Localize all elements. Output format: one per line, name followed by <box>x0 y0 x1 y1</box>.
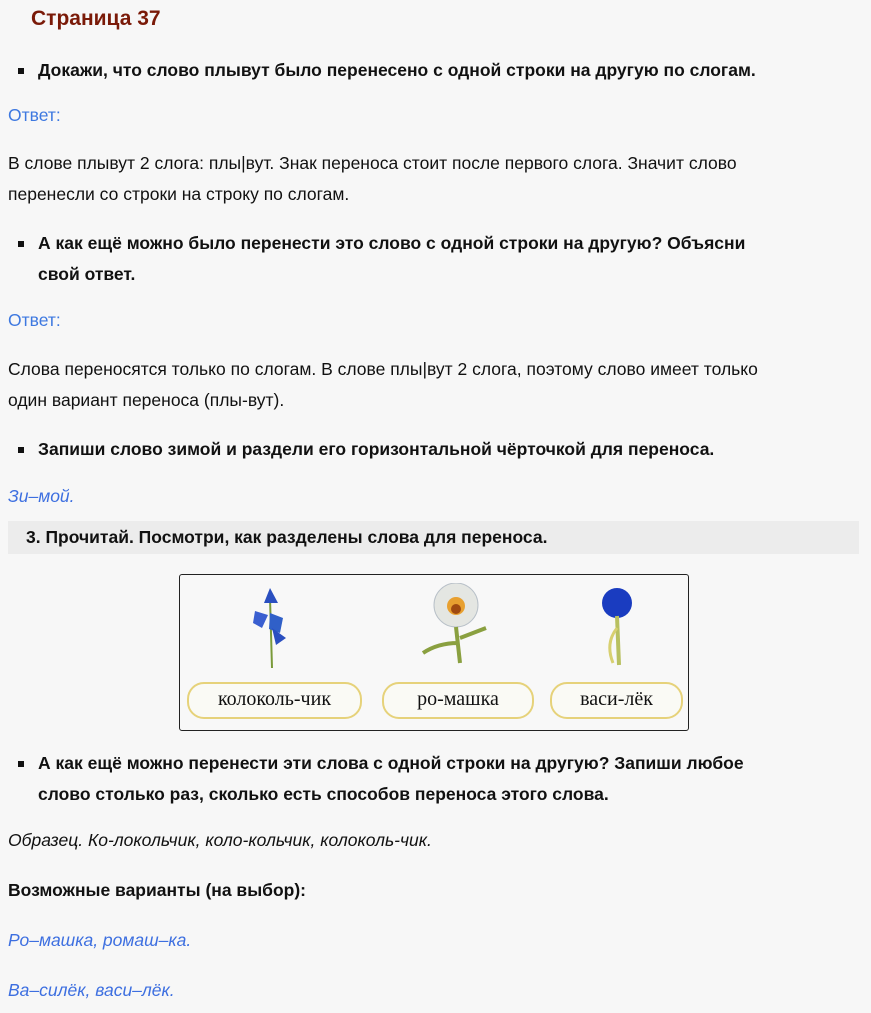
bullet-icon <box>18 68 24 74</box>
section-header <box>8 521 859 554</box>
bullet-icon <box>18 761 24 767</box>
word-card: васи-лёк <box>550 682 683 719</box>
sample-text: Образец. Ко-локольчик, коло-кольчик, колоколь-чик. <box>8 830 432 850</box>
chamomile-icon <box>418 583 488 668</box>
question-text: свой ответ. <box>38 264 136 284</box>
question-text: Запиши слово зимой и раздели его горизонтальной чёрточкой для переноса. <box>38 439 715 459</box>
answer-line: В слове плывут 2 слога: плы|вут. Знак переноса стоит после первого слога. Значит слово <box>8 153 737 173</box>
answer-line: Слова переносятся только по слогам. В слове плы|вут 2 слога, поэтому слово имеет только <box>8 359 758 379</box>
answer-line: перенесли со строки на строку по слогам. <box>8 184 350 204</box>
answer-2 <box>8 354 848 416</box>
question-text: Докажи, что слово плывут было перенесено с одной строки на другую по слогам. <box>38 60 756 80</box>
bellflower-icon <box>250 583 290 668</box>
cornflower-icon <box>595 583 640 668</box>
variant-1: Ро–машка, ромаш–ка. <box>8 930 192 950</box>
variant-2: Ва–силёк, васи–лёк. <box>8 980 175 1000</box>
variants-heading: Возможные варианты (на выбор): <box>8 880 306 900</box>
word-card: ро-машка <box>382 682 534 719</box>
page-title: Страница 37 <box>31 7 161 30</box>
answer-label: Ответ: <box>8 105 61 125</box>
question-4 <box>38 748 838 810</box>
question-1 <box>38 55 838 86</box>
word-card: колоколь-чик <box>187 682 362 719</box>
flowers-figure <box>179 574 689 731</box>
answer-line: один вариант переноса (плы-вут). <box>8 390 285 410</box>
question-text: А как ещё можно было перенести это слово с одной строки на другую? Объясни <box>38 233 746 253</box>
bullet-icon <box>18 447 24 453</box>
bullet-icon <box>18 241 24 247</box>
answer-label: Ответ: <box>8 310 61 330</box>
question-text: слово столько раз, сколько есть способов переноса этого слова. <box>38 784 609 804</box>
question-2 <box>38 228 838 290</box>
question-3 <box>38 434 838 465</box>
answer-3: Зи–мой. <box>8 486 75 506</box>
question-text: А как ещё можно перенести эти слова с одной строки на другую? Запиши любое <box>38 753 744 773</box>
section-title: 3. Прочитай. Посмотри, как разделены слова для переноса. <box>26 527 548 547</box>
answer-1 <box>8 148 848 210</box>
